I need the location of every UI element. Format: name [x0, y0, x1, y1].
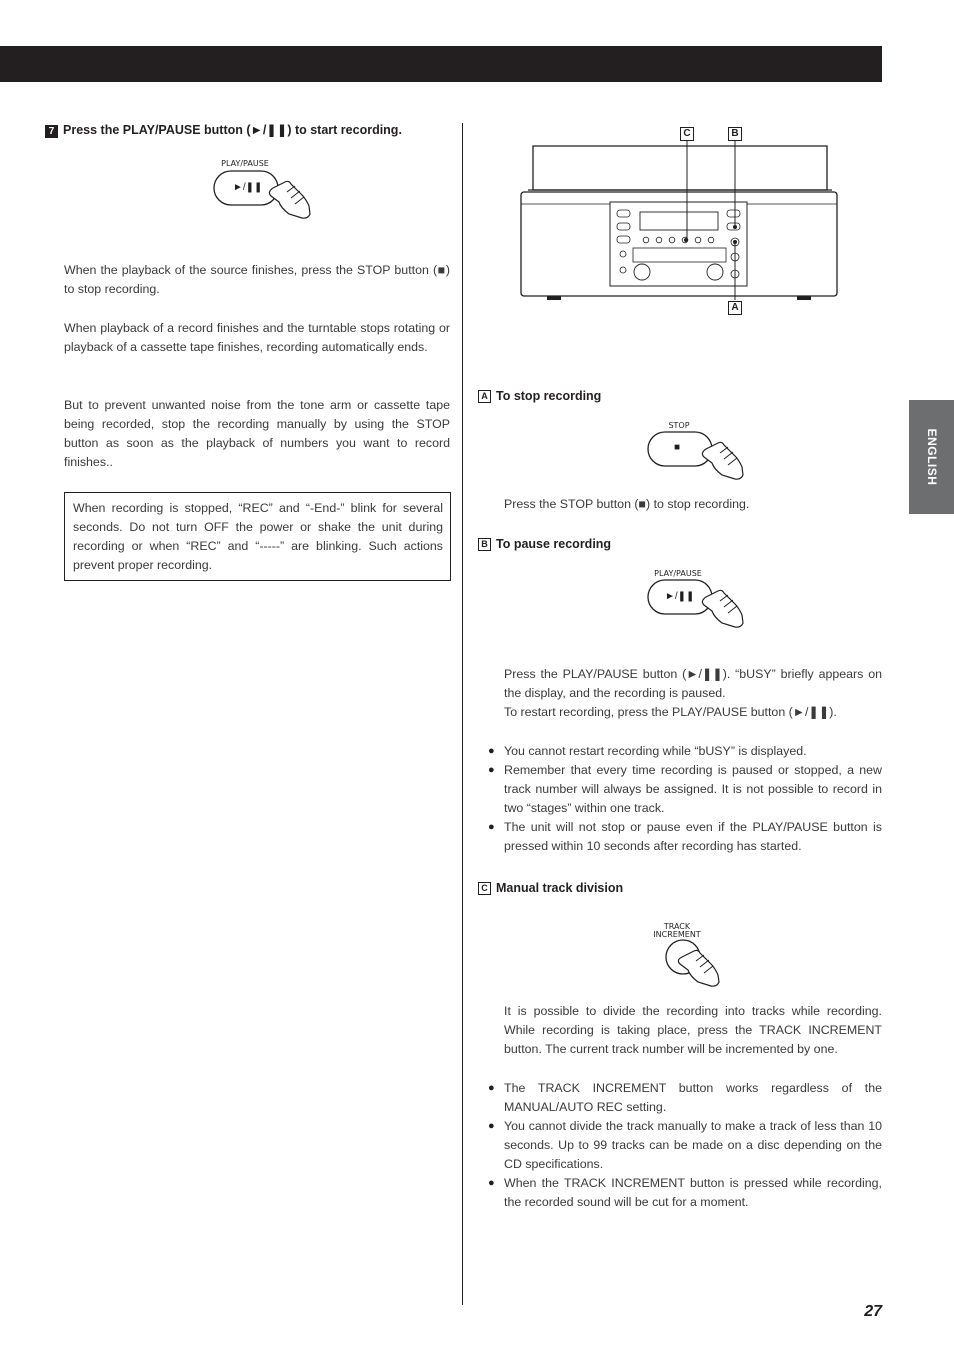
play-pause-glyph: ►/❚❚	[233, 182, 263, 193]
bullet-icon: ●	[488, 1177, 495, 1189]
stop-glyph: ■	[674, 442, 681, 453]
bullet-text: Remember that every time recording is paused or stopped, a new track number will always be assigned. It is not possible to record in two “stages” within one track.	[504, 763, 882, 815]
diagram-label-b: B	[728, 127, 742, 141]
pause-button-label: PLAY/PAUSE	[654, 569, 702, 578]
section-c-text: It is possible to divide the recording into tracks while recording. While recording is taking place, press the TRACK INCREMENT button. The current track number will be incremented by one.	[504, 1004, 882, 1056]
bullet-text: The TRACK INCREMENT button works regardless of the MANUAL/AUTO REC setting.	[504, 1081, 882, 1114]
note-box: When recording is stopped, “REC” and “-End-” blink for several seconds. Do not turn OFF the power or shake the unit during recording or when “REC” and “-----” are blinking. Such actions prevent proper recording.	[64, 492, 451, 581]
stop-hand-drawing	[640, 418, 750, 484]
pause-hand-drawing	[640, 566, 750, 632]
section-b-text-2: To restart recording, press the PLAY/PAUSE button (►/❚❚).	[504, 705, 837, 719]
list-item	[482, 742, 882, 761]
paragraph-prevent-noise: But to prevent unwanted noise from the tone arm or cassette tape being recorded, stop the recording manually by using the STOP button as soon as the playback of numbers you want to record finishes..	[64, 398, 450, 469]
track-button-label-2: INCREMENT	[653, 930, 701, 939]
section-b-heading	[478, 537, 611, 551]
unit-drawing	[515, 124, 845, 319]
bullet-icon: ●	[488, 821, 495, 833]
list-item	[482, 761, 882, 818]
section-a-title: To stop recording	[496, 389, 602, 403]
diagram-label-c: C	[680, 127, 694, 141]
list-item	[482, 1079, 882, 1117]
section-b-letter: B	[478, 538, 491, 551]
language-tab	[909, 400, 954, 514]
list-item	[482, 1174, 882, 1212]
bullet-text: The unit will not stop or pause even if the PLAY/PAUSE button is pressed within 10 seconds after recording has started.	[504, 820, 882, 853]
header-bar	[0, 46, 882, 82]
section-a-text: Press the STOP button (■) to stop recording.	[504, 497, 750, 511]
stop-button-label: STOP	[668, 421, 690, 430]
pause-illustration	[640, 566, 750, 632]
bullet-text: You cannot divide the track manually to make a track of less than 10 seconds. Up to 99 tracks can be made on a disc depending on the CD specifications.	[504, 1119, 882, 1171]
track-hand-drawing	[648, 920, 738, 990]
stop-illustration	[640, 418, 750, 484]
section-b-text-1: Press the PLAY/PAUSE button (►/❚❚). “bUSY” briefly appears on the display, and the recording is paused.	[504, 667, 882, 700]
section-c-title: Manual track division	[496, 881, 624, 895]
track-increment-illustration	[648, 920, 738, 990]
unit-diagram	[515, 124, 845, 319]
section-b-title: To pause recording	[496, 537, 612, 551]
language-tab-label: ENGLISH	[924, 428, 939, 486]
track-button-label-1: TRACK	[663, 922, 691, 931]
paragraph-auto-end: When playback of a record finishes and the turntable stops rotating or playback of a cassette tape finishes, recording automatically ends.	[64, 321, 450, 354]
section-c-heading	[478, 881, 623, 895]
play-pause-button-label: PLAY/PAUSE	[221, 159, 269, 168]
step-7-heading-text: Press the PLAY/PAUSE button (►/❚❚) to start recording.	[63, 123, 402, 137]
bullet-icon: ●	[488, 1082, 495, 1094]
step-7-heading	[45, 122, 402, 138]
page-number: 27	[864, 1303, 882, 1320]
diagram-label-a: A	[728, 301, 742, 315]
list-item	[482, 818, 882, 856]
bullet-icon: ●	[488, 764, 495, 776]
section-b-bullets	[482, 742, 882, 856]
bullet-icon: ●	[488, 745, 495, 757]
play-pause-illustration	[205, 156, 315, 224]
pause-glyph: ►/❚❚	[665, 591, 695, 602]
bullet-text: When the TRACK INCREMENT button is pressed while recording, the recorded sound will be cut for a moment.	[504, 1176, 882, 1209]
paragraph-stop-button: When the playback of the source finishes, press the STOP button (■) to stop recording.	[64, 263, 450, 296]
list-item	[482, 1117, 882, 1174]
section-a-heading	[478, 389, 601, 403]
section-a-letter: A	[478, 390, 491, 403]
section-c-bullets	[482, 1079, 882, 1212]
bullet-text: You cannot restart recording while “bUSY” is displayed.	[504, 744, 807, 758]
column-divider	[462, 123, 463, 1305]
bullet-icon: ●	[488, 1120, 495, 1132]
section-c-letter: C	[478, 882, 491, 895]
step-number: 7	[45, 125, 58, 138]
